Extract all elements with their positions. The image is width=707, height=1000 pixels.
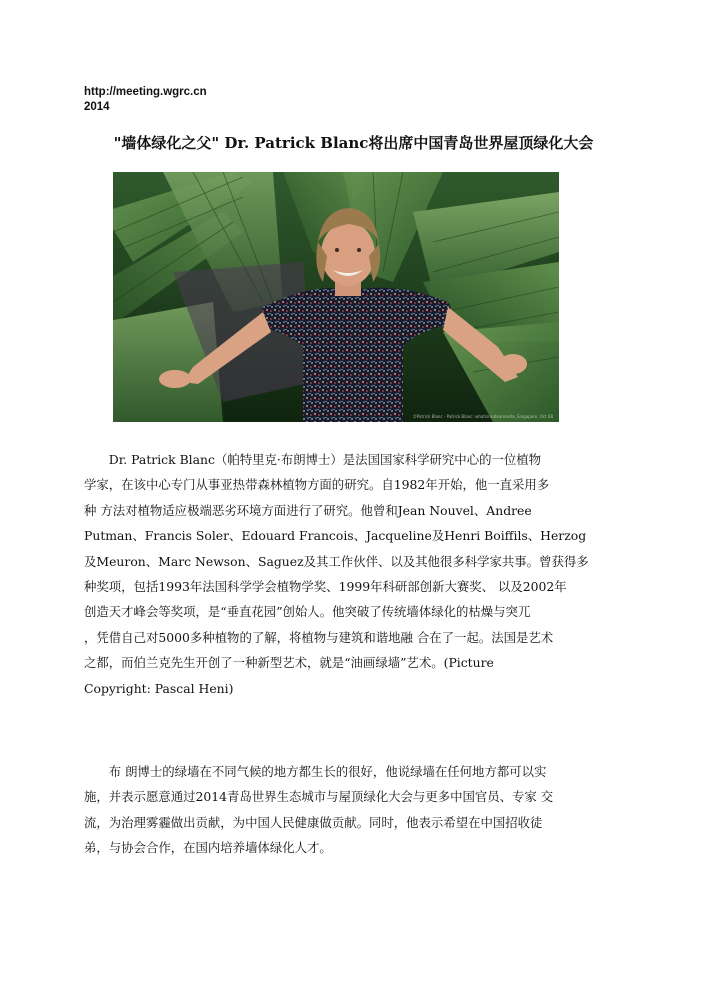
article-title: "墙体绿化之父" Dr. Patrick Blanc将出席中国青岛世界屋顶绿化大会	[113, 134, 594, 152]
paragraph-line: 之都，而伯兰克先生开创了一种新型艺术，就是“油画绿墙”艺术。(Picture	[84, 655, 494, 671]
header-year: 2014	[84, 101, 110, 113]
paragraph-line: Copyright: Pascal Heni)	[84, 680, 234, 696]
article-photo	[113, 172, 559, 422]
paragraph-line: ，凭借自己对5000多种植物的了解，将植物与建筑和谐地融 合在了一起。法国是艺术	[84, 629, 554, 645]
paragraph-line: 布 朗博士的绿墙在不同气候的地方都生长的很好，他说绿墙在任何地方都可以实	[84, 764, 547, 779]
paragraph-1	[84, 447, 629, 701]
photo-illustration	[113, 172, 559, 422]
paragraph-line: Putman、Francis Soler、Edouard Francois、Jacqueline及Henri Boiffils、Herzog	[84, 528, 587, 544]
paragraph-2	[84, 759, 629, 861]
paragraph-line: Dr. Patrick Blanc（帕特里克·布朗博士）是法国国家科学研究中心的一位植物	[84, 452, 542, 467]
header-url: http://meeting.wgrc.cn	[84, 86, 207, 98]
paragraph-line: 施，并表示愿意通过2014青岛世界生态城市与屋顶绿化大会与更多中国官员、专家 交	[84, 789, 554, 805]
paragraph-line: 弟，与协会合作，在国内培养墙体绿化人才。	[84, 840, 332, 856]
photo-credit: ©Patrick Blanc - Patrick Blanc: whatsinsideareasite_Singapore, Oct 08	[412, 414, 553, 419]
paragraph-line: 及Meuron、Marc Newson、Saguez及其工作伙伴、以及其他很多科学家共事。曾获得多	[84, 553, 589, 569]
paragraph-line: 种 方法对植物适应极端恶劣环境方面进行了研究。他曾和Jean Nouvel、Andree	[84, 502, 532, 518]
paragraph-line: 流，为治理雾霾做出贡献，为中国人民健康做贡献。同时，他表示希望在中国招收徒	[84, 814, 543, 830]
paragraph-line: 学家，在该中心专门从事亚热带森林植物方面的研究。自1982年开始，他一直采用多	[84, 477, 550, 493]
paragraph-line: 创造天才峰会等奖项，是“垂直花园”创始人。他突破了传统墙体绿化的枯燥与突兀	[84, 604, 531, 620]
paragraph-line: 种奖项，包括1993年法国科学学会植物学奖、1999年科研部创新大赛奖、 以及2002年	[84, 579, 567, 595]
